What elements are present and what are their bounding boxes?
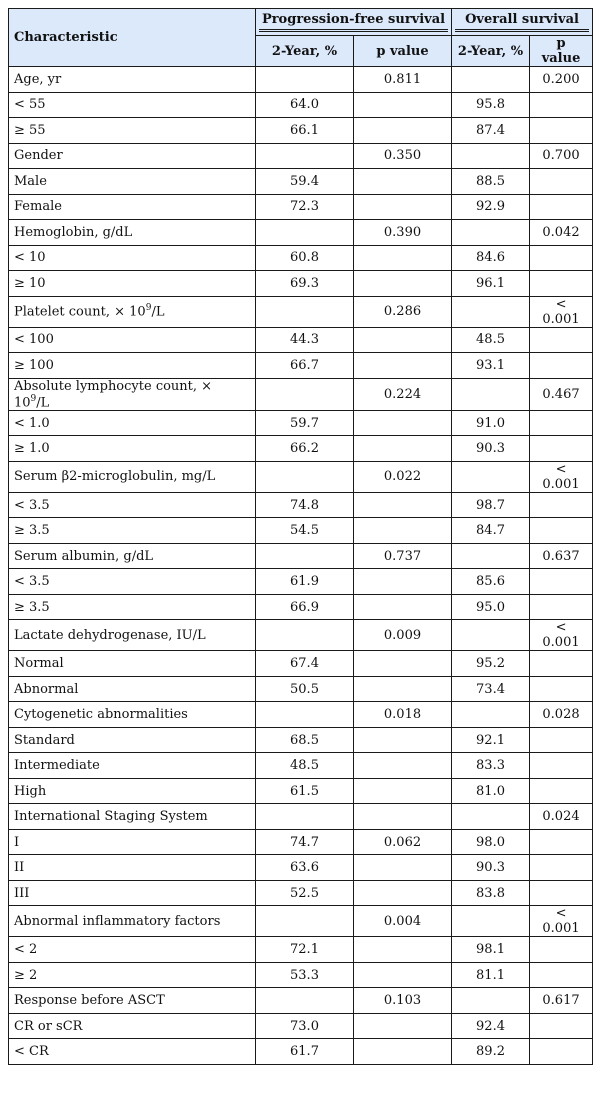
pfs-pvalue-cell <box>354 880 452 906</box>
os-pvalue-cell <box>530 118 593 144</box>
os-2year-cell: 98.7 <box>452 492 530 518</box>
table-row <box>9 1013 593 1039</box>
characteristic-label: II <box>14 860 25 876</box>
os-2year-cell: 92.4 <box>452 1013 530 1039</box>
pfs-2year-cell <box>256 702 354 728</box>
os-2year-cell: 95.2 <box>452 651 530 677</box>
os-2year-cell <box>452 143 530 169</box>
os-pvalue-cell: < 0.001 <box>530 906 593 937</box>
os-2year-cell: 89.2 <box>452 1039 530 1065</box>
table-row <box>9 194 593 220</box>
characteristic-cell <box>9 778 256 804</box>
pfs-pvalue-cell <box>354 245 452 271</box>
table-row <box>9 937 593 963</box>
os-2year-cell <box>452 988 530 1014</box>
os-pvalue-cell: 0.637 <box>530 543 593 569</box>
os-2year-cell: 98.0 <box>452 829 530 855</box>
os-2year-header: 2-Year, % <box>452 36 530 67</box>
table-row <box>9 327 593 353</box>
os-2year-cell: 81.1 <box>452 962 530 988</box>
os-group-header <box>452 9 593 36</box>
pfs-2year-cell: 72.1 <box>256 937 354 963</box>
pfs-pvalue-cell <box>354 327 452 353</box>
table-row <box>9 702 593 728</box>
characteristic-cell <box>9 194 256 220</box>
table-row <box>9 410 593 436</box>
characteristic-cell <box>9 492 256 518</box>
characteristic-cell <box>9 962 256 988</box>
pfs-pvalue-cell: 0.390 <box>354 220 452 246</box>
characteristic-cell <box>9 67 256 93</box>
characteristic-label: Intermediate <box>14 758 100 774</box>
pfs-pvalue-cell: 0.350 <box>354 143 452 169</box>
characteristic-cell <box>9 436 256 462</box>
pfs-pvalue-cell: 0.224 <box>354 378 452 410</box>
characteristic-label: Abnormal <box>14 681 79 697</box>
characteristic-cell <box>9 518 256 544</box>
pfs-pvalue-cell <box>354 778 452 804</box>
os-pvalue-cell: 0.467 <box>530 378 593 410</box>
characteristic-cell <box>9 804 256 830</box>
os-pvalue-cell: 0.617 <box>530 988 593 1014</box>
table-row <box>9 245 593 271</box>
table-row <box>9 727 593 753</box>
pfs-2year-cell: 64.0 <box>256 92 354 118</box>
characteristic-label: Platelet count, × 10 <box>14 304 146 320</box>
table-row <box>9 378 593 410</box>
os-2year-cell: 95.8 <box>452 92 530 118</box>
pfs-pvalue-cell <box>354 594 452 620</box>
table-row <box>9 620 593 651</box>
table-row <box>9 296 593 327</box>
os-2year-cell <box>452 378 530 410</box>
characteristic-cell <box>9 620 256 651</box>
os-pvalue-cell <box>530 353 593 379</box>
os-2year-cell: 92.9 <box>452 194 530 220</box>
characteristic-cell <box>9 169 256 195</box>
table-row <box>9 880 593 906</box>
survival-table <box>8 8 593 1065</box>
pfs-2year-cell <box>256 296 354 327</box>
characteristic-label: ≥ 100 <box>14 357 54 373</box>
characteristic-cell <box>9 594 256 620</box>
os-2year-cell <box>452 702 530 728</box>
os-2year-cell: 95.0 <box>452 594 530 620</box>
os-2year-cell <box>452 296 530 327</box>
os-pvalue-header: p value <box>530 36 593 67</box>
os-2year-cell: 84.7 <box>452 518 530 544</box>
characteristic-cell <box>9 118 256 144</box>
characteristic-label: Absolute lymphocyte count, × 10 <box>14 378 213 410</box>
pfs-2year-cell <box>256 988 354 1014</box>
os-pvalue-cell <box>530 1039 593 1065</box>
table-container <box>8 8 593 1065</box>
characteristic-label: < 100 <box>14 332 54 348</box>
characteristic-label: Lactate dehydrogenase, IU/L <box>14 627 206 643</box>
table-row <box>9 518 593 544</box>
os-pvalue-cell <box>530 880 593 906</box>
os-2year-cell: 87.4 <box>452 118 530 144</box>
table-row <box>9 1039 593 1065</box>
characteristic-label: ≥ 55 <box>14 122 46 138</box>
characteristic-unit-suffix: /L <box>151 304 165 320</box>
characteristic-label: Abnormal inflammatory factors <box>14 913 221 929</box>
pfs-2year-cell: 66.7 <box>256 353 354 379</box>
os-2year-cell: 93.1 <box>452 353 530 379</box>
os-pvalue-cell <box>530 271 593 297</box>
os-pvalue-cell: 0.024 <box>530 804 593 830</box>
pfs-2year-cell: 66.1 <box>256 118 354 144</box>
os-pvalue-cell <box>530 727 593 753</box>
pfs-2year-cell: 66.2 <box>256 436 354 462</box>
pfs-pvalue-cell <box>354 194 452 220</box>
pfs-pvalue-cell <box>354 118 452 144</box>
pfs-2year-cell: 52.5 <box>256 880 354 906</box>
os-pvalue-cell <box>530 194 593 220</box>
characteristic-label: ≥ 1.0 <box>14 441 50 457</box>
characteristic-cell <box>9 676 256 702</box>
table-row <box>9 461 593 492</box>
os-2year-cell: 92.1 <box>452 727 530 753</box>
pfs-pvalue-cell <box>354 353 452 379</box>
pfs-2year-header: 2-Year, % <box>256 36 354 67</box>
characteristic-cell <box>9 271 256 297</box>
table-row <box>9 651 593 677</box>
characteristic-label: Normal <box>14 656 64 672</box>
os-pvalue-cell: < 0.001 <box>530 296 593 327</box>
characteristic-label: Serum β2-microglobulin, mg/L <box>14 469 216 485</box>
pfs-2year-cell <box>256 906 354 937</box>
os-pvalue-cell <box>530 594 593 620</box>
pfs-pvalue-cell <box>354 271 452 297</box>
os-pvalue-cell <box>530 937 593 963</box>
pfs-2year-cell: 69.3 <box>256 271 354 297</box>
pfs-pvalue-cell: 0.286 <box>354 296 452 327</box>
table-row <box>9 118 593 144</box>
pfs-2year-cell: 61.7 <box>256 1039 354 1065</box>
os-pvalue-cell <box>530 569 593 595</box>
table-row <box>9 988 593 1014</box>
characteristic-label: Serum albumin, g/dL <box>14 548 154 564</box>
characteristic-cell <box>9 410 256 436</box>
pfs-2year-cell: 44.3 <box>256 327 354 353</box>
os-pvalue-cell <box>530 651 593 677</box>
table-body <box>9 67 593 1065</box>
characteristic-cell <box>9 296 256 327</box>
os-2year-cell <box>452 67 530 93</box>
os-2year-cell: 81.0 <box>452 778 530 804</box>
table-row <box>9 353 593 379</box>
os-2year-cell <box>452 543 530 569</box>
pfs-2year-cell <box>256 220 354 246</box>
characteristic-label: < 55 <box>14 97 46 113</box>
pfs-pvalue-cell <box>354 92 452 118</box>
pfs-2year-cell <box>256 143 354 169</box>
characteristic-label: < 1.0 <box>14 415 50 431</box>
table-row <box>9 543 593 569</box>
characteristic-label: Age, yr <box>14 71 62 87</box>
os-2year-cell: 48.5 <box>452 327 530 353</box>
os-pvalue-cell <box>530 518 593 544</box>
characteristic-cell <box>9 543 256 569</box>
table-row <box>9 778 593 804</box>
characteristic-cell <box>9 829 256 855</box>
os-2year-cell <box>452 220 530 246</box>
pfs-pvalue-cell: 0.022 <box>354 461 452 492</box>
characteristic-label: III <box>14 885 30 901</box>
os-2year-cell: 84.6 <box>452 245 530 271</box>
os-pvalue-cell <box>530 327 593 353</box>
characteristic-label: < 10 <box>14 250 46 266</box>
characteristic-label: ≥ 2 <box>14 967 38 983</box>
pfs-2year-cell: 61.5 <box>256 778 354 804</box>
table-row <box>9 962 593 988</box>
table-row <box>9 169 593 195</box>
os-pvalue-cell <box>530 492 593 518</box>
pfs-pvalue-cell <box>354 569 452 595</box>
characteristic-cell <box>9 855 256 881</box>
characteristic-cell <box>9 569 256 595</box>
characteristic-label: < 3.5 <box>14 497 50 513</box>
os-2year-cell: 88.5 <box>452 169 530 195</box>
os-pvalue-cell <box>530 169 593 195</box>
characteristic-cell <box>9 937 256 963</box>
characteristic-cell <box>9 378 256 410</box>
pfs-2year-cell: 66.9 <box>256 594 354 620</box>
table-row <box>9 676 593 702</box>
pfs-2year-cell: 74.7 <box>256 829 354 855</box>
table-row <box>9 220 593 246</box>
characteristic-cell <box>9 245 256 271</box>
os-pvalue-cell: < 0.001 <box>530 620 593 651</box>
characteristic-label: < CR <box>14 1044 49 1060</box>
pfs-2year-cell: 72.3 <box>256 194 354 220</box>
characteristic-label: Cytogenetic abnormalities <box>14 707 188 723</box>
pfs-pvalue-cell <box>354 804 452 830</box>
os-pvalue-cell <box>530 1013 593 1039</box>
os-pvalue-cell <box>530 778 593 804</box>
characteristic-cell <box>9 988 256 1014</box>
characteristic-label: ≥ 10 <box>14 275 46 291</box>
os-2year-cell: 83.3 <box>452 753 530 779</box>
table-row <box>9 855 593 881</box>
characteristic-label: ≥ 3.5 <box>14 523 50 539</box>
characteristic-unit-suffix: /L <box>36 394 50 410</box>
pfs-pvalue-cell <box>354 937 452 963</box>
pfs-2year-cell <box>256 67 354 93</box>
pfs-2year-cell: 53.3 <box>256 962 354 988</box>
os-pvalue-cell <box>530 962 593 988</box>
pfs-pvalue-cell <box>354 436 452 462</box>
pfs-2year-cell: 48.5 <box>256 753 354 779</box>
pfs-2year-cell: 73.0 <box>256 1013 354 1039</box>
pfs-2year-cell: 60.8 <box>256 245 354 271</box>
table-row <box>9 594 593 620</box>
pfs-pvalue-cell: 0.018 <box>354 702 452 728</box>
characteristic-cell <box>9 1013 256 1039</box>
os-pvalue-cell <box>530 855 593 881</box>
pfs-pvalue-cell: 0.062 <box>354 829 452 855</box>
characteristic-cell <box>9 1039 256 1065</box>
os-2year-cell <box>452 461 530 492</box>
characteristic-label: Response before ASCT <box>14 993 165 1009</box>
pfs-pvalue-cell <box>354 753 452 779</box>
characteristic-cell <box>9 880 256 906</box>
table-row <box>9 753 593 779</box>
os-pvalue-cell: 0.700 <box>530 143 593 169</box>
os-2year-cell: 90.3 <box>452 855 530 881</box>
pfs-2year-cell <box>256 378 354 410</box>
characteristic-cell <box>9 220 256 246</box>
os-2year-cell: 90.3 <box>452 436 530 462</box>
characteristic-cell <box>9 753 256 779</box>
table-row <box>9 92 593 118</box>
characteristic-cell <box>9 353 256 379</box>
pfs-pvalue-cell: 0.004 <box>354 906 452 937</box>
pfs-pvalue-cell <box>354 1013 452 1039</box>
pfs-2year-cell: 74.8 <box>256 492 354 518</box>
characteristic-label: Hemoglobin, g/dL <box>14 224 133 240</box>
os-2year-cell <box>452 620 530 651</box>
os-pvalue-cell <box>530 753 593 779</box>
os-2year-cell: 73.4 <box>452 676 530 702</box>
pfs-2year-cell <box>256 620 354 651</box>
table-row <box>9 271 593 297</box>
table-row <box>9 492 593 518</box>
pfs-2year-cell <box>256 461 354 492</box>
pfs-pvalue-cell <box>354 676 452 702</box>
os-pvalue-cell: 0.028 <box>530 702 593 728</box>
characteristic-label: High <box>14 783 47 799</box>
os-2year-cell: 85.6 <box>452 569 530 595</box>
os-pvalue-cell: 0.042 <box>530 220 593 246</box>
os-2year-cell: 96.1 <box>452 271 530 297</box>
pfs-2year-cell: 67.4 <box>256 651 354 677</box>
os-pvalue-cell <box>530 92 593 118</box>
os-pvalue-cell <box>530 829 593 855</box>
characteristic-label: CR or sCR <box>14 1018 83 1034</box>
pfs-2year-cell: 59.4 <box>256 169 354 195</box>
characteristic-label: Gender <box>14 148 63 164</box>
pfs-pvalue-cell <box>354 169 452 195</box>
characteristic-cell <box>9 702 256 728</box>
pfs-2year-cell: 63.6 <box>256 855 354 881</box>
pfs-2year-cell: 54.5 <box>256 518 354 544</box>
pfs-2year-cell: 68.5 <box>256 727 354 753</box>
superscript-exponent: 9 <box>145 303 152 314</box>
characteristic-label: ≥ 3.5 <box>14 599 50 615</box>
pfs-2year-cell: 59.7 <box>256 410 354 436</box>
table-row <box>9 906 593 937</box>
pfs-pvalue-cell <box>354 492 452 518</box>
characteristic-label: < 3.5 <box>14 574 50 590</box>
os-2year-cell: 91.0 <box>452 410 530 436</box>
os-pvalue-cell: < 0.001 <box>530 461 593 492</box>
pfs-pvalue-cell <box>354 410 452 436</box>
characteristic-cell <box>9 327 256 353</box>
pfs-pvalue-cell <box>354 1039 452 1065</box>
pfs-2year-cell <box>256 804 354 830</box>
characteristic-cell <box>9 651 256 677</box>
characteristic-label: I <box>14 834 20 850</box>
pfs-pvalue-header: p value <box>354 36 452 67</box>
os-pvalue-cell <box>530 676 593 702</box>
table-row <box>9 436 593 462</box>
pfs-group-header <box>256 9 452 36</box>
table-row <box>9 804 593 830</box>
pfs-pvalue-cell: 0.103 <box>354 988 452 1014</box>
characteristic-cell <box>9 92 256 118</box>
characteristic-cell <box>9 461 256 492</box>
os-2year-cell: 83.8 <box>452 880 530 906</box>
table-row <box>9 67 593 93</box>
characteristic-label: Standard <box>14 732 75 748</box>
pfs-2year-cell: 50.5 <box>256 676 354 702</box>
characteristic-cell <box>9 906 256 937</box>
superscript-exponent: 9 <box>30 393 37 404</box>
characteristic-cell <box>9 727 256 753</box>
pfs-2year-cell <box>256 543 354 569</box>
os-pvalue-cell <box>530 245 593 271</box>
os-2year-cell <box>452 906 530 937</box>
characteristic-label: Female <box>14 199 62 215</box>
os-2year-cell: 98.1 <box>452 937 530 963</box>
pfs-pvalue-cell <box>354 727 452 753</box>
characteristic-label: < 2 <box>14 942 38 958</box>
table-row <box>9 569 593 595</box>
os-2year-cell <box>452 804 530 830</box>
characteristic-header: Characteristic <box>9 9 256 67</box>
pfs-pvalue-cell: 0.737 <box>354 543 452 569</box>
os-pvalue-cell <box>530 410 593 436</box>
pfs-pvalue-cell: 0.009 <box>354 620 452 651</box>
os-pvalue-cell <box>530 436 593 462</box>
characteristic-cell <box>9 143 256 169</box>
pfs-pvalue-cell <box>354 855 452 881</box>
pfs-pvalue-cell <box>354 651 452 677</box>
pfs-2year-cell: 61.9 <box>256 569 354 595</box>
table-row <box>9 829 593 855</box>
pfs-pvalue-cell: 0.811 <box>354 67 452 93</box>
pfs-pvalue-cell <box>354 962 452 988</box>
characteristic-label: International Staging System <box>14 809 208 825</box>
os-pvalue-cell: 0.200 <box>530 67 593 93</box>
os-group-label: Overall survival <box>455 12 589 32</box>
table-header <box>9 9 593 67</box>
characteristic-label: Male <box>14 173 47 189</box>
pfs-group-label: Progression-free survival <box>259 12 448 32</box>
pfs-pvalue-cell <box>354 518 452 544</box>
table-row <box>9 143 593 169</box>
